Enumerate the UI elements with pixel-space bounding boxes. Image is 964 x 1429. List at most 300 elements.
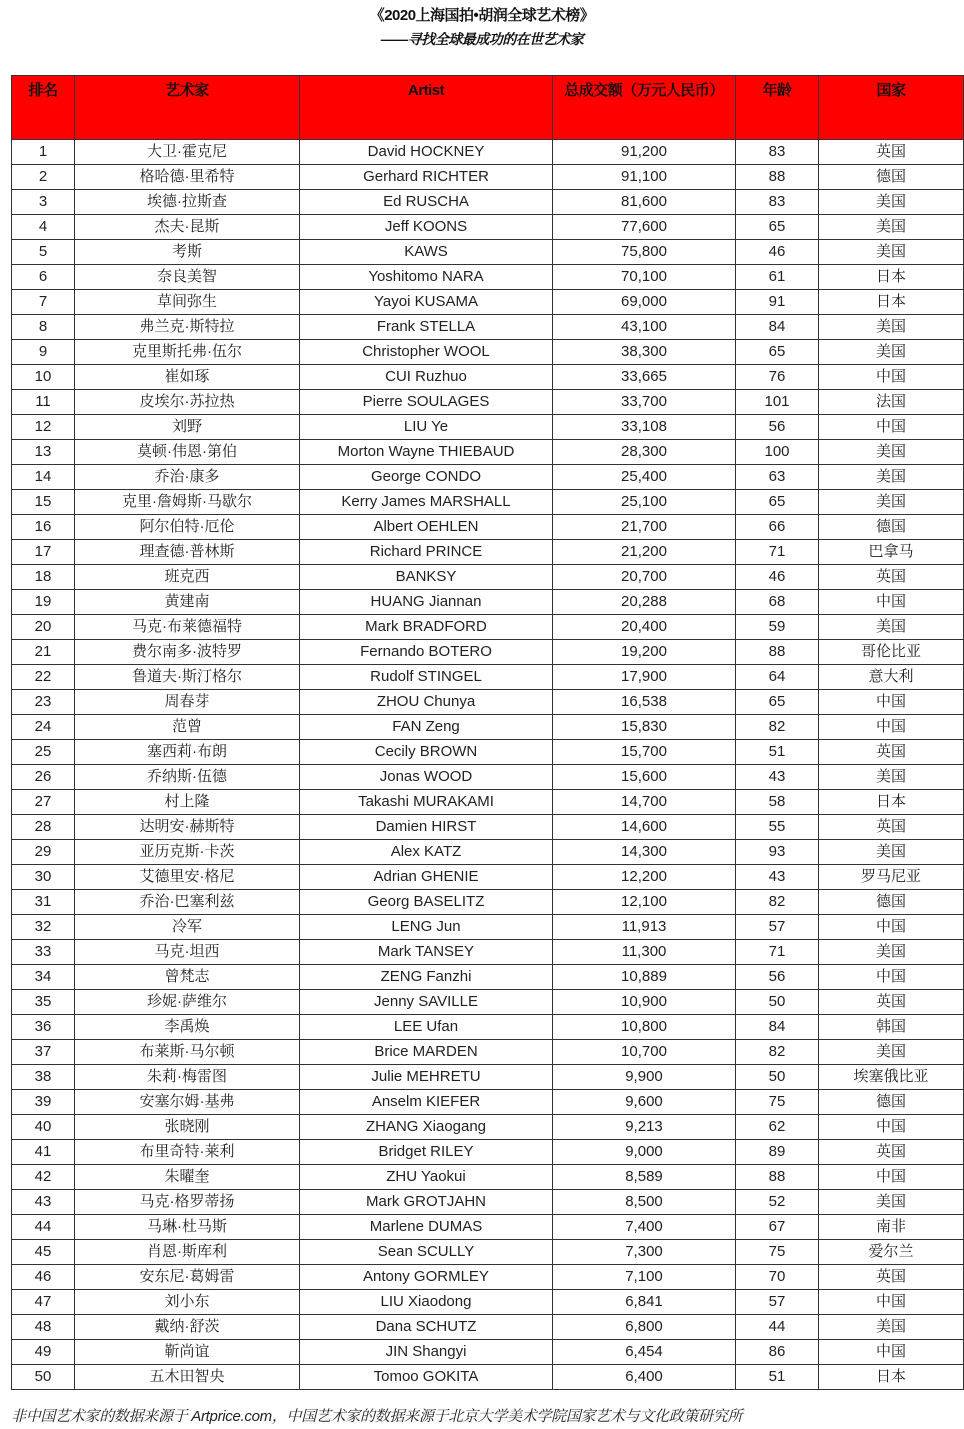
cell-country: 日本 <box>819 290 964 315</box>
cell-country: 美国 <box>819 765 964 790</box>
cell-artist-en: LEE Ufan <box>300 1015 553 1040</box>
cell-age: 56 <box>736 415 819 440</box>
cell-artist-en: Rudolf STINGEL <box>300 665 553 690</box>
cell-artist-en: ZENG Fanzhi <box>300 965 553 990</box>
cell-total-amount: 14,700 <box>553 790 736 815</box>
cell-country: 英国 <box>819 565 964 590</box>
cell-country: 英国 <box>819 1140 964 1165</box>
cell-total-amount: 7,100 <box>553 1265 736 1290</box>
table-row <box>12 940 964 965</box>
cell-age: 82 <box>736 715 819 740</box>
cell-total-amount: 10,800 <box>553 1015 736 1040</box>
cell-age: 55 <box>736 815 819 840</box>
cell-country: 美国 <box>819 190 964 215</box>
cell-country: 爱尔兰 <box>819 1240 964 1265</box>
cell-total-amount: 33,665 <box>553 365 736 390</box>
table-row <box>12 1290 964 1315</box>
cell-artist-en: Georg BASELITZ <box>300 890 553 915</box>
table-row <box>12 465 964 490</box>
table-row <box>12 1240 964 1265</box>
cell-artist-en: Anselm KIEFER <box>300 1090 553 1115</box>
cell-artist-en: ZHANG Xiaogang <box>300 1115 553 1140</box>
cell-country: 中国 <box>819 690 964 715</box>
cell-artist-en: Adrian GHENIE <box>300 865 553 890</box>
cell-age: 62 <box>736 1115 819 1140</box>
cell-artist-en: Albert OEHLEN <box>300 515 553 540</box>
cell-rank: 6 <box>12 265 75 290</box>
cell-artist-en: HUANG Jiannan <box>300 590 553 615</box>
cell-artist-en: Fernando BOTERO <box>300 640 553 665</box>
cell-total-amount: 25,100 <box>553 490 736 515</box>
cell-artist-cn: 亚历克斯·卡茨 <box>75 840 300 865</box>
cell-artist-en: David HOCKNEY <box>300 140 553 165</box>
cell-country: 美国 <box>819 440 964 465</box>
cell-total-amount: 14,600 <box>553 815 736 840</box>
cell-rank: 44 <box>12 1215 75 1240</box>
cell-artist-en: ZHOU Chunya <box>300 690 553 715</box>
cell-country: 日本 <box>819 265 964 290</box>
cell-age: 44 <box>736 1315 819 1340</box>
cell-artist-en: CUI Ruzhuo <box>300 365 553 390</box>
cell-age: 71 <box>736 540 819 565</box>
cell-rank: 1 <box>12 140 75 165</box>
cell-age: 65 <box>736 690 819 715</box>
cell-artist-cn: 乔治·康多 <box>75 465 300 490</box>
cell-artist-en: Morton Wayne THIEBAUD <box>300 440 553 465</box>
cell-artist-cn: 大卫·霍克尼 <box>75 140 300 165</box>
cell-age: 82 <box>736 1040 819 1065</box>
table-row <box>12 1190 964 1215</box>
cell-total-amount: 11,913 <box>553 915 736 940</box>
cell-rank: 30 <box>12 865 75 890</box>
cell-total-amount: 12,200 <box>553 865 736 890</box>
cell-country: 中国 <box>819 590 964 615</box>
cell-artist-en: FAN Zeng <box>300 715 553 740</box>
table-row <box>12 240 964 265</box>
cell-country: 德国 <box>819 890 964 915</box>
cell-total-amount: 6,800 <box>553 1315 736 1340</box>
cell-country: 意大利 <box>819 665 964 690</box>
header-country: 国家 <box>819 76 964 140</box>
cell-age: 50 <box>736 1065 819 1090</box>
cell-country: 美国 <box>819 1190 964 1215</box>
cell-country: 哥伦比亚 <box>819 640 964 665</box>
cell-country: 中国 <box>819 1290 964 1315</box>
cell-country: 德国 <box>819 515 964 540</box>
cell-total-amount: 9,600 <box>553 1090 736 1115</box>
cell-artist-en: Christopher WOOL <box>300 340 553 365</box>
cell-country: 美国 <box>819 615 964 640</box>
cell-total-amount: 15,600 <box>553 765 736 790</box>
table-row <box>12 1315 964 1340</box>
cell-artist-cn: 珍妮·萨维尔 <box>75 990 300 1015</box>
table-row <box>12 1140 964 1165</box>
cell-age: 46 <box>736 565 819 590</box>
cell-country: 美国 <box>819 490 964 515</box>
table-header-row <box>12 76 964 140</box>
cell-rank: 24 <box>12 715 75 740</box>
table-row <box>12 190 964 215</box>
cell-total-amount: 14,300 <box>553 840 736 865</box>
cell-country: 英国 <box>819 140 964 165</box>
cell-total-amount: 19,200 <box>553 640 736 665</box>
cell-rank: 35 <box>12 990 75 1015</box>
table-row <box>12 615 964 640</box>
cell-rank: 12 <box>12 415 75 440</box>
cell-artist-cn: 朱曜奎 <box>75 1165 300 1190</box>
table-body <box>12 140 964 1390</box>
cell-artist-cn: 刘小东 <box>75 1290 300 1315</box>
table-row <box>12 1090 964 1115</box>
table-row <box>12 890 964 915</box>
cell-rank: 49 <box>12 1340 75 1365</box>
cell-country: 美国 <box>819 340 964 365</box>
table-row <box>12 515 964 540</box>
cell-artist-en: LIU Ye <box>300 415 553 440</box>
cell-age: 83 <box>736 190 819 215</box>
cell-age: 100 <box>736 440 819 465</box>
cell-rank: 4 <box>12 215 75 240</box>
table-row <box>12 740 964 765</box>
header-artist-en: Artist <box>300 76 553 140</box>
cell-rank: 31 <box>12 890 75 915</box>
cell-total-amount: 33,700 <box>553 390 736 415</box>
cell-total-amount: 8,589 <box>553 1165 736 1190</box>
cell-age: 56 <box>736 965 819 990</box>
cell-artist-cn: 村上隆 <box>75 790 300 815</box>
page-subtitle: ——寻找全球最成功的在世艺术家 <box>380 31 584 47</box>
header-age: 年龄 <box>736 76 819 140</box>
cell-age: 88 <box>736 165 819 190</box>
cell-country: 美国 <box>819 215 964 240</box>
cell-total-amount: 33,108 <box>553 415 736 440</box>
cell-rank: 36 <box>12 1015 75 1040</box>
cell-artist-cn: 肖恩·斯库利 <box>75 1240 300 1265</box>
table-row <box>12 1065 964 1090</box>
cell-total-amount: 9,900 <box>553 1065 736 1090</box>
table-row <box>12 1365 964 1390</box>
cell-age: 83 <box>736 140 819 165</box>
cell-total-amount: 17,900 <box>553 665 736 690</box>
table-row <box>12 715 964 740</box>
title-block <box>0 4 964 50</box>
cell-rank: 15 <box>12 490 75 515</box>
cell-rank: 34 <box>12 965 75 990</box>
cell-rank: 17 <box>12 540 75 565</box>
cell-artist-cn: 草间弥生 <box>75 290 300 315</box>
cell-artist-cn: 达明安·赫斯特 <box>75 815 300 840</box>
cell-country: 美国 <box>819 315 964 340</box>
cell-artist-cn: 乔治·巴塞利兹 <box>75 890 300 915</box>
cell-total-amount: 10,700 <box>553 1040 736 1065</box>
cell-total-amount: 15,830 <box>553 715 736 740</box>
cell-country: 中国 <box>819 365 964 390</box>
table-row <box>12 840 964 865</box>
cell-artist-cn: 马克·坦西 <box>75 940 300 965</box>
cell-total-amount: 91,100 <box>553 165 736 190</box>
cell-artist-cn: 鲁道夫·斯汀格尔 <box>75 665 300 690</box>
cell-rank: 8 <box>12 315 75 340</box>
cell-artist-en: Takashi MURAKAMI <box>300 790 553 815</box>
cell-artist-cn: 塞西莉·布朗 <box>75 740 300 765</box>
cell-country: 英国 <box>819 740 964 765</box>
cell-total-amount: 28,300 <box>553 440 736 465</box>
cell-artist-cn: 弗兰克·斯特拉 <box>75 315 300 340</box>
table-row <box>12 915 964 940</box>
cell-artist-cn: 靳尚谊 <box>75 1340 300 1365</box>
cell-age: 75 <box>736 1090 819 1115</box>
cell-artist-en: Sean SCULLY <box>300 1240 553 1265</box>
cell-rank: 14 <box>12 465 75 490</box>
cell-rank: 45 <box>12 1240 75 1265</box>
table-row <box>12 765 964 790</box>
cell-total-amount: 16,538 <box>553 690 736 715</box>
cell-artist-cn: 张晓刚 <box>75 1115 300 1140</box>
cell-artist-cn: 刘野 <box>75 415 300 440</box>
cell-artist-cn: 埃德·拉斯查 <box>75 190 300 215</box>
cell-rank: 29 <box>12 840 75 865</box>
cell-artist-en: Julie MEHRETU <box>300 1065 553 1090</box>
cell-artist-en: LENG Jun <box>300 915 553 940</box>
table-row <box>12 290 964 315</box>
cell-artist-en: Mark BRADFORD <box>300 615 553 640</box>
cell-age: 66 <box>736 515 819 540</box>
table-row <box>12 990 964 1015</box>
cell-country: 德国 <box>819 1090 964 1115</box>
cell-country: 美国 <box>819 1040 964 1065</box>
cell-country: 美国 <box>819 240 964 265</box>
table-row <box>12 415 964 440</box>
cell-artist-en: Alex KATZ <box>300 840 553 865</box>
cell-artist-en: Bridget RILEY <box>300 1140 553 1165</box>
cell-age: 57 <box>736 1290 819 1315</box>
cell-country: 日本 <box>819 1365 964 1390</box>
cell-total-amount: 69,000 <box>553 290 736 315</box>
cell-total-amount: 81,600 <box>553 190 736 215</box>
cell-artist-en: Richard PRINCE <box>300 540 553 565</box>
cell-age: 65 <box>736 215 819 240</box>
cell-total-amount: 7,400 <box>553 1215 736 1240</box>
cell-artist-en: Mark TANSEY <box>300 940 553 965</box>
cell-country: 巴拿马 <box>819 540 964 565</box>
cell-artist-en: Jonas WOOD <box>300 765 553 790</box>
cell-artist-en: Jenny SAVILLE <box>300 990 553 1015</box>
ranking-table <box>11 75 964 1390</box>
cell-total-amount: 10,889 <box>553 965 736 990</box>
cell-artist-en: Tomoo GOKITA <box>300 1365 553 1390</box>
cell-total-amount: 20,700 <box>553 565 736 590</box>
cell-total-amount: 20,400 <box>553 615 736 640</box>
cell-rank: 46 <box>12 1265 75 1290</box>
table-row <box>12 640 964 665</box>
cell-age: 76 <box>736 365 819 390</box>
cell-age: 101 <box>736 390 819 415</box>
cell-rank: 28 <box>12 815 75 840</box>
cell-total-amount: 9,213 <box>553 1115 736 1140</box>
cell-artist-cn: 班克西 <box>75 565 300 590</box>
cell-age: 93 <box>736 840 819 865</box>
cell-country: 英国 <box>819 815 964 840</box>
cell-age: 43 <box>736 765 819 790</box>
cell-artist-en: Gerhard RICHTER <box>300 165 553 190</box>
table-row <box>12 1215 964 1240</box>
cell-rank: 18 <box>12 565 75 590</box>
cell-total-amount: 6,841 <box>553 1290 736 1315</box>
cell-rank: 32 <box>12 915 75 940</box>
cell-age: 84 <box>736 315 819 340</box>
cell-age: 89 <box>736 1140 819 1165</box>
cell-age: 51 <box>736 740 819 765</box>
cell-rank: 22 <box>12 665 75 690</box>
cell-rank: 11 <box>12 390 75 415</box>
cell-artist-en: George CONDO <box>300 465 553 490</box>
cell-artist-cn: 朱莉·梅雷图 <box>75 1065 300 1090</box>
cell-total-amount: 6,400 <box>553 1365 736 1390</box>
table-row <box>12 315 964 340</box>
cell-age: 64 <box>736 665 819 690</box>
cell-artist-en: Cecily BROWN <box>300 740 553 765</box>
cell-artist-cn: 理查德·普林斯 <box>75 540 300 565</box>
cell-artist-cn: 布莱斯·马尔顿 <box>75 1040 300 1065</box>
cell-age: 88 <box>736 1165 819 1190</box>
cell-artist-en: Yoshitomo NARA <box>300 265 553 290</box>
cell-age: 82 <box>736 890 819 915</box>
cell-artist-en: Antony GORMLEY <box>300 1265 553 1290</box>
table-row <box>12 1040 964 1065</box>
table-row <box>12 390 964 415</box>
cell-total-amount: 21,700 <box>553 515 736 540</box>
cell-artist-en: KAWS <box>300 240 553 265</box>
cell-artist-cn: 乔纳斯·伍德 <box>75 765 300 790</box>
cell-artist-cn: 皮埃尔·苏拉热 <box>75 390 300 415</box>
cell-artist-cn: 考斯 <box>75 240 300 265</box>
cell-age: 88 <box>736 640 819 665</box>
cell-artist-cn: 费尔南多·波特罗 <box>75 640 300 665</box>
table-row <box>12 1115 964 1140</box>
cell-age: 65 <box>736 490 819 515</box>
cell-rank: 41 <box>12 1140 75 1165</box>
cell-rank: 48 <box>12 1315 75 1340</box>
header-total-amount: 总成交额（万元人民币） <box>553 76 736 140</box>
cell-rank: 21 <box>12 640 75 665</box>
cell-artist-en: ZHU Yaokui <box>300 1165 553 1190</box>
cell-age: 65 <box>736 340 819 365</box>
cell-age: 57 <box>736 915 819 940</box>
cell-rank: 40 <box>12 1115 75 1140</box>
cell-total-amount: 10,900 <box>553 990 736 1015</box>
cell-rank: 27 <box>12 790 75 815</box>
cell-artist-en: Frank STELLA <box>300 315 553 340</box>
cell-artist-cn: 黄建南 <box>75 590 300 615</box>
cell-rank: 19 <box>12 590 75 615</box>
table-row <box>12 690 964 715</box>
cell-age: 84 <box>736 1015 819 1040</box>
table-row <box>12 140 964 165</box>
table-row <box>12 815 964 840</box>
cell-artist-cn: 戴纳·舒茨 <box>75 1315 300 1340</box>
cell-total-amount: 6,454 <box>553 1340 736 1365</box>
cell-rank: 9 <box>12 340 75 365</box>
cell-total-amount: 75,800 <box>553 240 736 265</box>
cell-artist-cn: 崔如琢 <box>75 365 300 390</box>
cell-rank: 10 <box>12 365 75 390</box>
cell-country: 德国 <box>819 165 964 190</box>
cell-rank: 43 <box>12 1190 75 1215</box>
cell-artist-en: Yayoi KUSAMA <box>300 290 553 315</box>
table-row <box>12 590 964 615</box>
cell-country: 美国 <box>819 1315 964 1340</box>
cell-artist-cn: 莫顿·伟恩·第伯 <box>75 440 300 465</box>
cell-country: 中国 <box>819 915 964 940</box>
source-note: 非中国艺术家的数据来源于 Artprice.com，中国艺术家的数据来源于北京大学美术学院国家艺术与文化政策研究所 <box>11 1408 743 1425</box>
cell-age: 59 <box>736 615 819 640</box>
cell-total-amount: 91,200 <box>553 140 736 165</box>
cell-artist-cn: 克里斯托弗·伍尔 <box>75 340 300 365</box>
cell-rank: 7 <box>12 290 75 315</box>
cell-total-amount: 20,288 <box>553 590 736 615</box>
cell-artist-cn: 阿尔伯特·厄伦 <box>75 515 300 540</box>
cell-rank: 26 <box>12 765 75 790</box>
cell-rank: 13 <box>12 440 75 465</box>
table-row <box>12 1165 964 1190</box>
cell-country: 英国 <box>819 990 964 1015</box>
cell-age: 86 <box>736 1340 819 1365</box>
cell-total-amount: 9,000 <box>553 1140 736 1165</box>
cell-total-amount: 7,300 <box>553 1240 736 1265</box>
cell-artist-cn: 艾德里安·格尼 <box>75 865 300 890</box>
cell-age: 51 <box>736 1365 819 1390</box>
cell-rank: 2 <box>12 165 75 190</box>
header-artist-cn: 艺术家 <box>75 76 300 140</box>
table-row <box>12 965 964 990</box>
cell-rank: 16 <box>12 515 75 540</box>
table-row <box>12 215 964 240</box>
cell-artist-cn: 五木田智央 <box>75 1365 300 1390</box>
cell-total-amount: 12,100 <box>553 890 736 915</box>
table-row <box>12 165 964 190</box>
cell-total-amount: 77,600 <box>553 215 736 240</box>
cell-artist-cn: 曾梵志 <box>75 965 300 990</box>
cell-age: 91 <box>736 290 819 315</box>
cell-total-amount: 38,300 <box>553 340 736 365</box>
cell-artist-en: Ed RUSCHA <box>300 190 553 215</box>
cell-artist-en: Marlene DUMAS <box>300 1215 553 1240</box>
cell-age: 71 <box>736 940 819 965</box>
cell-artist-cn: 李禹焕 <box>75 1015 300 1040</box>
cell-artist-en: JIN Shangyi <box>300 1340 553 1365</box>
cell-artist-en: Jeff KOONS <box>300 215 553 240</box>
cell-age: 46 <box>736 240 819 265</box>
cell-country: 日本 <box>819 790 964 815</box>
cell-artist-en: Damien HIRST <box>300 815 553 840</box>
table-row <box>12 1265 964 1290</box>
table-row <box>12 790 964 815</box>
cell-rank: 20 <box>12 615 75 640</box>
header-rank: 排名 <box>12 76 75 140</box>
cell-artist-en: Brice MARDEN <box>300 1040 553 1065</box>
cell-age: 63 <box>736 465 819 490</box>
cell-country: 韩国 <box>819 1015 964 1040</box>
cell-country: 中国 <box>819 1115 964 1140</box>
cell-age: 67 <box>736 1215 819 1240</box>
table-row <box>12 365 964 390</box>
cell-country: 法国 <box>819 390 964 415</box>
cell-age: 75 <box>736 1240 819 1265</box>
cell-rank: 5 <box>12 240 75 265</box>
cell-country: 中国 <box>819 965 964 990</box>
cell-total-amount: 8,500 <box>553 1190 736 1215</box>
cell-total-amount: 21,200 <box>553 540 736 565</box>
